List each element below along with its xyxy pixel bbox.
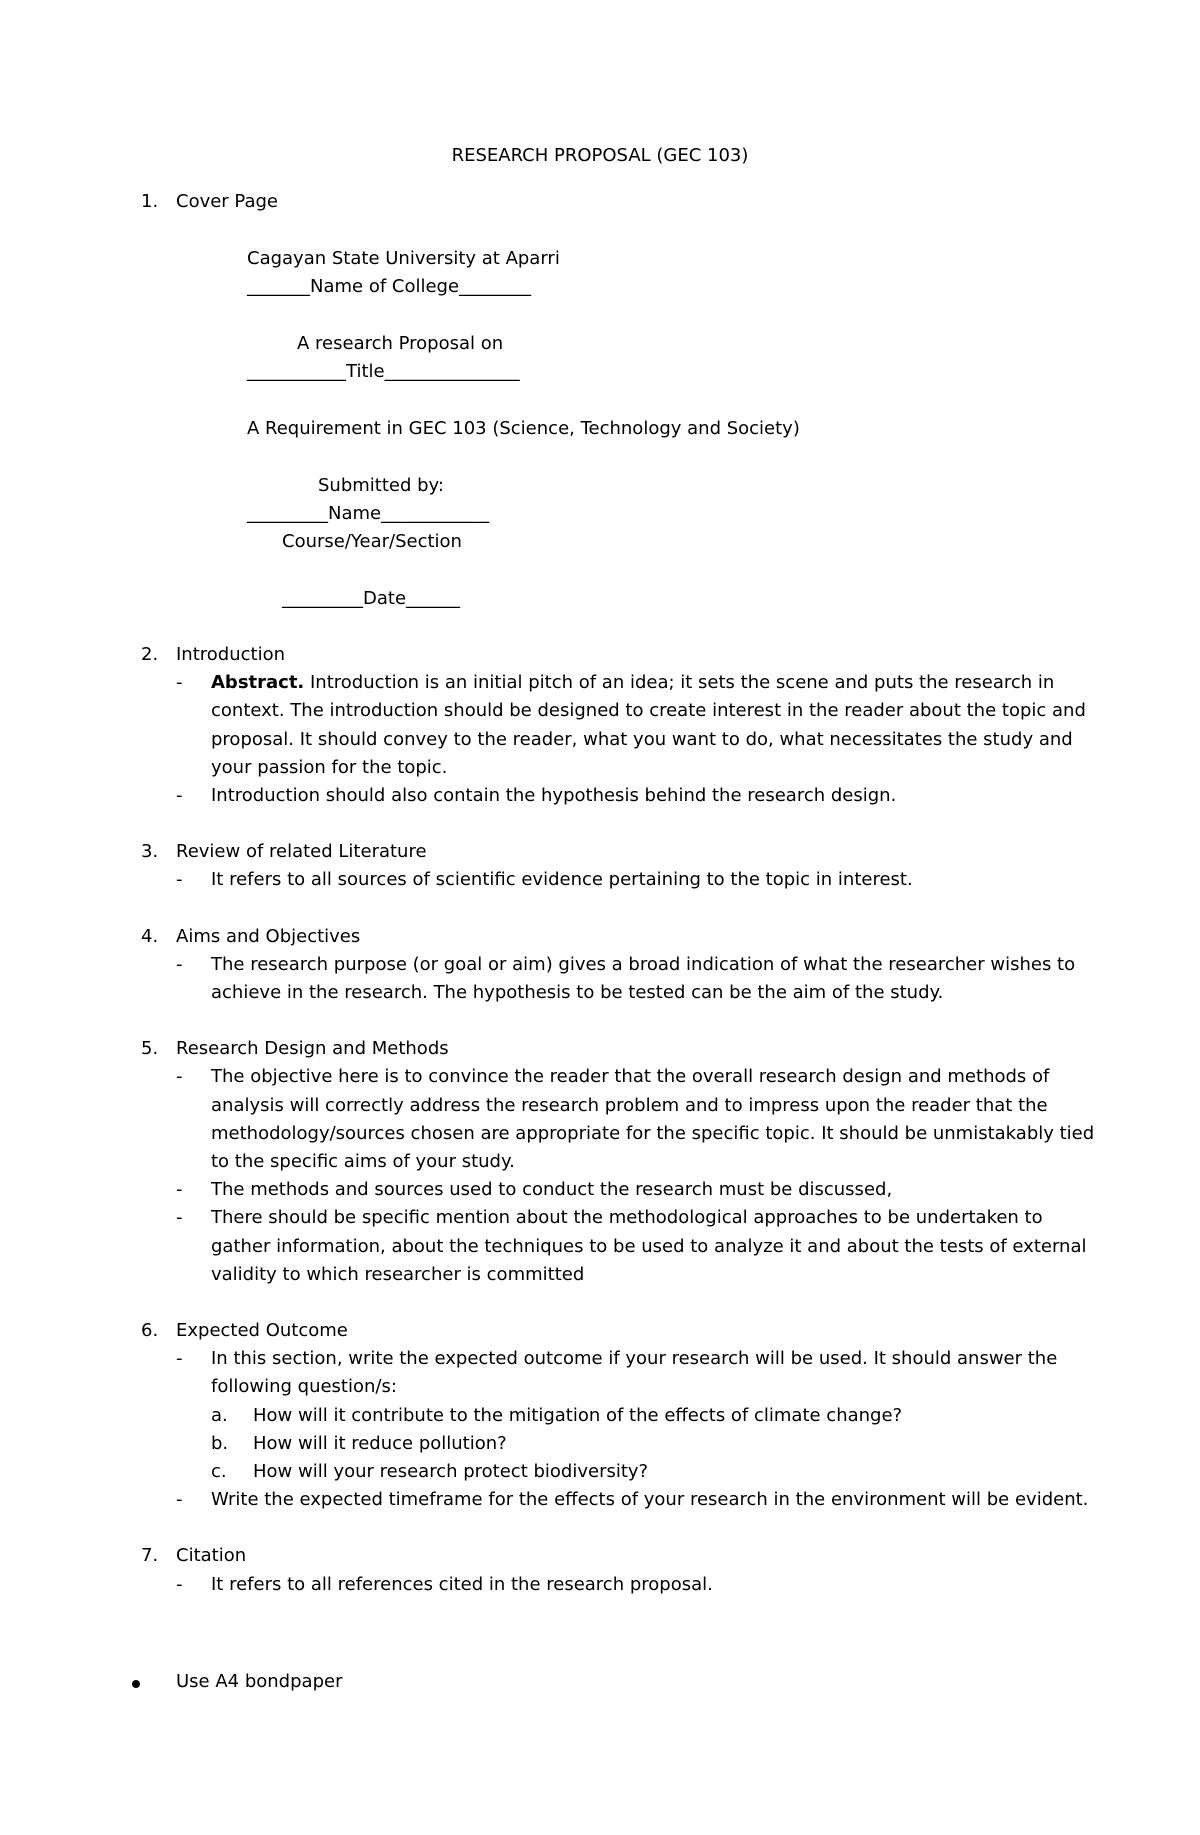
dash-marker: - <box>176 1348 183 1370</box>
section-heading: Cover Page <box>176 191 279 212</box>
dash-marker: - <box>176 953 183 975</box>
dash-marker: - <box>176 1179 183 1201</box>
cover-university: Cagayan State University at Aparri <box>247 248 560 269</box>
dash-marker: - <box>176 785 183 807</box>
question-letter: c. <box>211 1461 227 1483</box>
section-header <box>141 1035 1101 1063</box>
bullet-text: It refers to all references cited in the research proposal. <box>211 1573 713 1595</box>
bullet-item <box>141 951 1101 1007</box>
bullet-dot-icon <box>132 1680 140 1688</box>
document-title: RESEARCH PROPOSAL (GEC 103) <box>451 145 749 166</box>
bullet-item <box>141 669 1101 782</box>
dash-marker: - <box>176 672 183 694</box>
bullet-text: It refers to all sources of scientific evidence pertaining to the topic in interest. <box>211 869 913 891</box>
bullet-text: Introduction is an initial pitch of an idea; it sets the scene and puts the research in context. The introduction should be designed to create interest in the reader about the topic and proposal. It should convey to the reader, what you want to do, what necessitates the study and your passion for the topic. <box>211 672 1086 778</box>
bullet-item <box>141 1063 1101 1176</box>
question-item <box>141 1430 1101 1458</box>
bullet-item <box>141 866 1101 894</box>
bullet-text: The research purpose (or goal or aim) gives a broad indication of what the researcher wishes to achieve in the research. The hypothesis to be tested can be the aim of the study. <box>211 953 1076 1004</box>
cover-title-blank: ___________Title_______________ <box>247 361 520 382</box>
section-heading: Expected Outcome <box>176 1320 348 1342</box>
question-letter: a. <box>211 1404 228 1426</box>
bullet-item <box>141 1571 1101 1599</box>
dash-marker: - <box>176 1066 183 1088</box>
dash-marker: - <box>176 1489 183 1511</box>
section-heading: Aims and Objectives <box>176 925 361 947</box>
dash-marker: - <box>176 869 183 891</box>
section-header <box>141 923 1101 951</box>
bullet-text: The objective here is to convince the reader that the overall research design and methods of analysis will correctly address the research problem and to impress upon the reader that the methodology/sources chosen are appropriate for the specific topic. It should be unmistakably tied to the specific aims of your study. <box>211 1066 1095 1173</box>
section-heading: Research Design and Methods <box>176 1038 449 1060</box>
section-number: 2. <box>141 644 159 665</box>
section-header <box>141 838 1101 866</box>
section-citation <box>141 1542 1101 1598</box>
question-text: How will it contribute to the mitigation of the effects of climate change? <box>253 1404 903 1426</box>
cover-page-heading <box>141 188 278 216</box>
section-number: 3. <box>141 841 159 863</box>
question-letter: b. <box>211 1432 229 1454</box>
section-aims-and-objectives <box>141 923 1101 1008</box>
bullet-lead: Abstract. <box>211 672 305 694</box>
bullet-item <box>141 1486 1101 1514</box>
section-header <box>141 641 1101 669</box>
section-heading: Citation <box>176 1545 247 1567</box>
bullet-text: In this section, write the expected outcome if your research will be used. It should answer the following question/s: <box>211 1348 1058 1398</box>
section-number: 5. <box>141 1038 159 1060</box>
bullet-item <box>141 782 1101 810</box>
cover-college-blank: _______Name of College________ <box>247 276 532 297</box>
section-expected-outcome <box>141 1317 1101 1514</box>
footer-note <box>141 1668 342 1696</box>
bullet-item <box>141 1204 1101 1289</box>
section-research-design <box>141 1035 1101 1289</box>
bullet-text: The methods and sources used to conduct the research must be discussed, <box>211 1179 893 1201</box>
cover-submitted-by: Submitted by: <box>318 475 444 496</box>
section-heading: Review of related Literature <box>176 841 427 863</box>
section-number: 6. <box>141 1320 159 1342</box>
footer-note-text: Use A4 bondpaper <box>176 1671 343 1692</box>
section-number: 4. <box>141 925 159 947</box>
section-number: 7. <box>141 1545 159 1567</box>
section-introduction <box>141 641 1101 810</box>
question-text: How will your research protect biodiversity? <box>253 1461 649 1483</box>
bullet-text: Write the expected timeframe for the effects of your research in the environment will be evident. <box>211 1489 1089 1511</box>
cover-course-year-section: Course/Year/Section <box>282 531 462 552</box>
bullet-text: Introduction should also contain the hypothesis behind the research design. <box>211 785 897 807</box>
section-review-of-literature <box>141 838 1101 894</box>
question-item <box>141 1458 1101 1486</box>
cover-requirement: A Requirement in GEC 103 (Science, Technology and Society) <box>247 418 800 439</box>
bullet-text: There should be specific mention about the methodological approaches to be undertaken to gather information, about the techniques to be used to analyze it and about the tests of external validity to which researcher is committed <box>211 1207 1087 1285</box>
dash-marker: - <box>176 1207 183 1229</box>
bullet-item <box>141 1176 1101 1204</box>
question-item <box>141 1402 1101 1430</box>
section-heading: Introduction <box>176 644 286 665</box>
bullet-item <box>141 1345 1101 1401</box>
cover-proposal-label: A research Proposal on <box>297 333 504 354</box>
section-header <box>141 1542 1101 1570</box>
question-text: How will it reduce pollution? <box>253 1432 507 1454</box>
dash-marker: - <box>176 1573 183 1595</box>
cover-name-blank: _________Name____________ <box>247 503 490 524</box>
sections-list <box>141 641 1101 1627</box>
section-header <box>141 1317 1101 1345</box>
cover-date-blank: _________Date______ <box>282 588 461 609</box>
section-number: 1. <box>141 191 159 212</box>
